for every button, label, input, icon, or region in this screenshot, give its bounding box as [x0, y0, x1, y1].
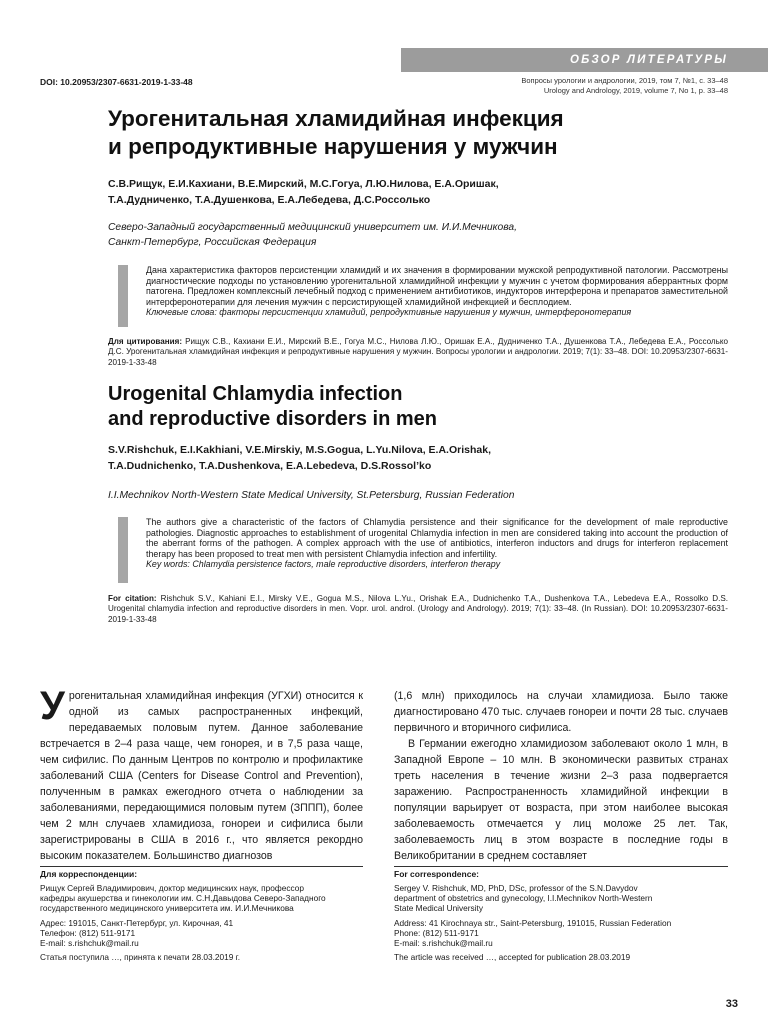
affiliation-ru: [108, 220, 728, 250]
correspondence-ru-address: [40, 918, 370, 949]
corr-ru-received: Статья поступила …, принята к печати 28.03.2019 г.: [40, 952, 240, 962]
citation-en-label: For citation:: [108, 594, 157, 603]
doi[interactable]: DOI: 10.20953/2307-6631-2019-1-33-48: [40, 77, 193, 87]
affiliation-ru-line2: Санкт-Петербург, Российская Федерация: [108, 237, 317, 248]
corr-en-received: The article was received …, accepted for publication 28.03.2019: [394, 952, 631, 962]
rule-right: [394, 866, 728, 867]
corr-en-line1: Sergey V. Rishchuk, MD, PhD, DSc, professor of the S.N.Davydov: [394, 883, 638, 893]
corr-en-line2: department of obstetrics and gynecology, I.I.Mechnikov North-Western: [394, 893, 653, 904]
citation-ru: [108, 337, 728, 368]
affiliation-en: I.I.Mechnikov North-Western State Medical University, St.Petersburg, Russian Federation: [108, 490, 515, 501]
citation-en: [108, 594, 728, 625]
page-number: 33: [725, 998, 738, 1010]
authors-ru: [108, 176, 718, 208]
affiliation-ru-line1: Северо-Западный государственный медицинский университет им. И.И.Мечникова,: [108, 222, 517, 233]
authors-en-line1: S.V.Rishchuk, E.I.Kakhiani, V.E.Mirskiy, M.S.Gogua, L.Yu.Nilova, E.A.Orishak,: [108, 444, 491, 456]
body-column-right: [394, 688, 728, 864]
correspondence-ru: [40, 883, 370, 914]
corr-ru-email[interactable]: E-mail: s.rishchuk@mail.ru: [40, 938, 139, 949]
keywords-ru: Ключевые слова: факторы персистенции хламидий, репродуктивные нарушения у мужчин, интерферонотерапия: [146, 307, 632, 318]
title-ru: [108, 105, 708, 161]
body-col2-p1: (1,6 млн) приходилось на случаи хламидиоза. Было также диагностировано 470 тыс. случаев гонореи и почти 28 тыс. случаев первичного и вторичного сифилиса.: [394, 690, 728, 734]
correspondence-en-address: [394, 918, 724, 949]
citation-ru-label: Для цитирования:: [108, 337, 183, 346]
corr-ru-line2: кафедры акушерства и гинекологии им. С.Н.Давыдова Северо-Западного: [40, 893, 326, 904]
journal-ru: Вопросы урологии и андрологии, 2019, том 7, №1, с. 33–48: [521, 76, 728, 85]
corr-ru-addr2: Телефон: (812) 511-9171: [40, 928, 136, 939]
body-col1-text: рогенитальная хламидийная инфекция (УГХИ) относится к одной из самых распространенных инфекций, передаваемых половым путем. Данное заболевание встречается в 2–4 раза чаще, чем гонорея, и в 7,5 раза чаще, чем сифилис. По данным Центров по контролю и профилактике заболеваний США (Centers for Disease Control and Prevention), полученным в рамках ежегодного отчета о наблюдении за заболеваниями, передающимися половым путем (ЗППП), более чем 2 млн случаев хламидиоза, гонореи и сифилиса были зарегистрированы в США в 2016 г., что является рекордно высоким показателем. Большинство диагнозов: [40, 690, 363, 862]
title-ru-line2: и репродуктивные нарушения у мужчин: [108, 134, 558, 159]
corr-en-line3: State Medical University: [394, 903, 483, 914]
keywords-en: Key words: Chlamydia persistence factors, male reproductive disorders, interferon therapy: [146, 559, 501, 570]
abstract-en-text: The authors give a characteristic of the factors of Chlamydia persistence and their significance for the development of male reproductive pathologies. Diagnostic approaches to establishment of urogenital Chlamydia infection in men are considered taking into account the production of the aberrant forms of the pathogen. A complex approach with the use of antibiotics, interferon inductors and drugs for interferon replacement therapy has been proposed to treat men with persistent Chlamydia infection and infertility.: [146, 517, 728, 559]
dropcap: У: [40, 684, 65, 728]
rule-left: [40, 866, 363, 867]
corr-en-addr1: Address: 41 Kirochnaya str., Saint-Petersburg, 191015, Russian Federation: [394, 918, 672, 928]
abstract-ru: [146, 265, 728, 318]
corr-en-email[interactable]: E-mail: s.rishchuk@mail.ru: [394, 938, 493, 949]
journal-en: Urology and Andrology, 2019, volume 7, No 1, p. 33–48: [543, 85, 728, 95]
correspondence-ru-heading: Для корреспонденции:: [40, 869, 138, 879]
title-ru-line1: Урогенитальная хламидийная инфекция: [108, 106, 564, 131]
title-en-line2: and reproductive disorders in men: [108, 408, 437, 430]
title-en-line1: Urogenital Chlamydia infection: [108, 383, 403, 405]
authors-en-line2: T.A.Dudnichenko, T.A.Dushenkova, E.A.Lebedeva, D.S.Rossol’ko: [108, 460, 432, 472]
abstract-ru-bar: [118, 265, 128, 327]
corr-ru-line1: Рищук Сергей Владимирович, доктор медицинских наук, профессор: [40, 883, 304, 893]
authors-en: [108, 442, 718, 474]
authors-ru-line1: С.В.Рищук, Е.И.Кахиани, В.Е.Мирский, М.С.Гогуа, Л.Ю.Нилова, Е.А.Оришак,: [108, 178, 499, 190]
body-col2-p2: В Германии ежегодно хламидиозом заболевают около 1 млн, в Западной Европе – 10 млн. В экономически развитых странах треть населения в течение жизни 2–3 раза подвергается заражению. Распространенность хламидийной инфекции в популяции варьирует от возраста, при этом наиболее высокая заболеваемость отмечается у лиц моложе 25 лет. Так, заболеваемость лиц в этом возрасте в последние годы в Великобритании в среднем составляет: [394, 738, 728, 862]
citation-en-text: Rishchuk S.V., Kahiani E.I., Mirsky V.E., Gogua M.S., Nilova L.Yu., Orishak E.A., Dudnichenko T.A., Dushenkova T.A., Lebedeva E.A., Rossolko D.S. Urogenital chlamydia infection and reproductive disorders in men. Vopr. urol. androl. (Urology and Andrology). 2019; 7(1): 33–48. (In Russian). DOI: 10.20953/2307-6631-2019-1-33-48: [108, 594, 728, 624]
section-tag: ОБЗОР ЛИТЕРАТУРЫ: [401, 48, 768, 72]
abstract-ru-text: Дана характеристика факторов персистенции хламидий и их значения в формировании мужской репродуктивной патологии. Рассмотрены диагностические подходы по установлению урогенитальной хламидийной инфекции у мужчин с учетом формирования аберрантных форм патогена. Предложен комплексный лечебный подход с применением антибиотиков, индукторов интерферона и препаратов заместительной интерферонотерапии для лечения мужчин с персистирующей хламидийной инфекцией и бесплодием.: [146, 265, 728, 307]
corr-en-addr2: Phone: (812) 511-9171: [394, 928, 479, 939]
corr-ru-line3: государственного медицинского университета им. И.И.Мечникова: [40, 903, 294, 914]
correspondence-en-heading: For correspondence:: [394, 869, 480, 879]
title-en: [108, 382, 708, 432]
correspondence-en: [394, 883, 724, 914]
journal-info: [521, 76, 728, 95]
abstract-en-bar: [118, 517, 128, 583]
body-column-left: [40, 684, 363, 864]
abstract-en: [146, 517, 728, 570]
citation-ru-text: Рищук С.В., Кахиани Е.И., Мирский В.Е., Гогуа М.С., Нилова Л.Ю., Оришак Е.А., Дудниченко Т.А., Душенкова Т.А., Лебедева Е.А., Россолько Д.С. Урогенитальная хламидийная инфекция и репродуктивные нарушения у мужчин. Вопросы урологии и андрологии. 2019; 7(1): 33–48. DOI: 10.20953/2307-6631-2019-1-33-48: [108, 337, 728, 367]
authors-ru-line2: Т.А.Дудниченко, Т.А.Душенкова, Е.А.Лебедева, Д.С.Россолько: [108, 194, 431, 206]
corr-ru-addr1: Адрес: 191015, Санкт-Петербург, ул. Кирочная, 41: [40, 918, 234, 928]
